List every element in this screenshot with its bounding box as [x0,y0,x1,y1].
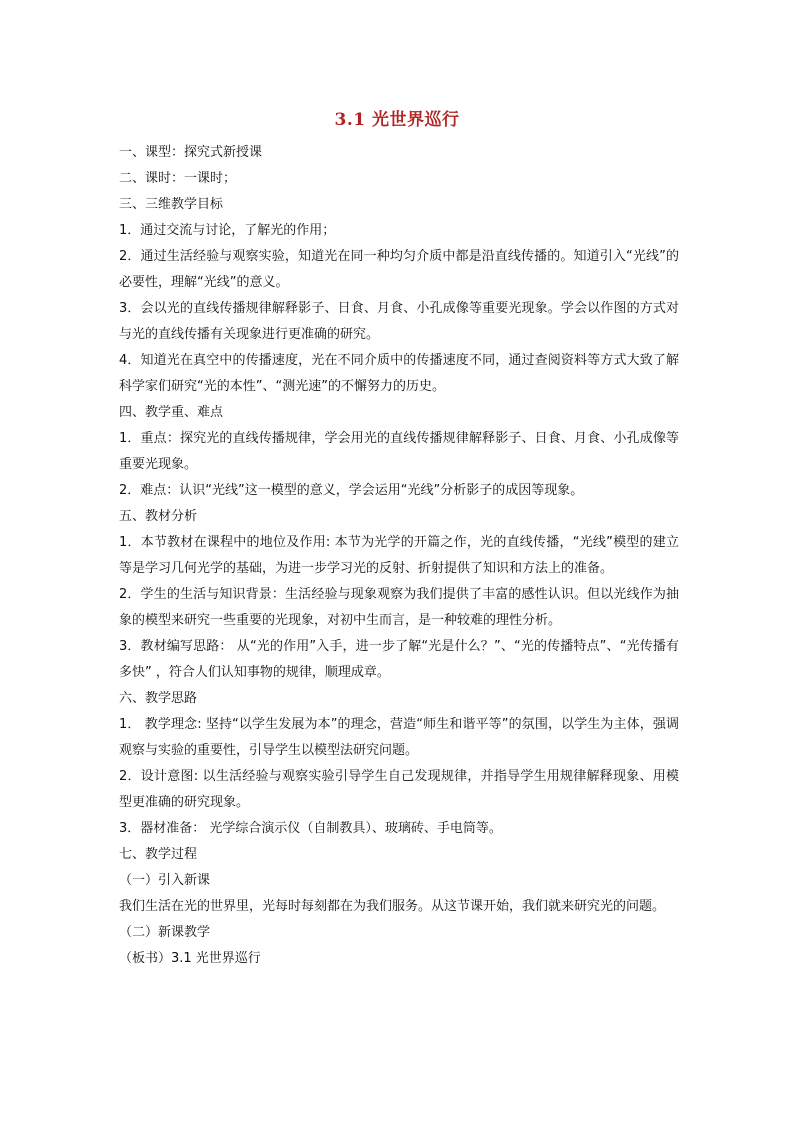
paragraph-objective-1: 1．通过交流与讨论，了解光的作用； [119,223,336,238]
paragraph-objective-3: 3．会以光的直线传播规律解释影子、日食、月食、小孔成像等重要光现象。学会以作图的方式对与光的直线传播有关现象进行更准确的研究。 [119,301,679,342]
paragraph-analysis-3: 3．教材编写思路： 从“光的作用”入手，进一步了解“光是什么？”、“光的传播特点”、“光传播有多快” ，符合人们认知事物的规律，顺理成章。 [119,639,679,680]
paragraph-approach-2: 2．设计意图: 以生活经验与观察实验引导学生自己发现规律，并指导学生用规律解释现象、用模型更准确的研究现象。 [119,769,679,810]
section-heading-teaching-approach: 六、教学思路 [119,691,198,706]
section-heading-textbook-analysis: 五、教材分析 [119,509,198,524]
section-heading-key-points: 四、教学重、难点 [119,405,224,420]
document-body [119,140,679,972]
section-heading-objectives: 三、三维教学目标 [119,197,224,212]
paragraph-approach-1: 1． 教学理念: 坚持“以学生发展为本”的理念，营造“师生和谐平等”的氛围，以学生为主体，强调观察与实验的重要性，引导学生以模型法研究问题。 [119,717,679,758]
paragraph-difficulty: 2．难点：认识“光线”这一模型的意义，学会运用“光线”分析影子的成因等现象。 [119,483,584,498]
subheading-introduction: （一）引入新课 [119,873,211,888]
paragraph-board-writing: （板书）3.1 光世界巡行 [119,951,261,966]
section-heading-teaching-process: 七、教学过程 [119,847,198,862]
paragraph-introduction: 我们生活在光的世界里，光每时每刻都在为我们服务。从这节课开始，我们就来研究光的问题。 [119,899,666,914]
document-title: 3.1 光世界巡行 [334,110,460,130]
subheading-new-lesson: （二）新课教学 [119,925,211,940]
paragraph-lesson-type: 一、课型：探究式新授课 [119,145,263,160]
paragraph-objective-2: 2．通过生活经验与观察实验，知道光在同一种均匀介质中都是沿直线传播的。知道引入“光线”的必要性，理解“光线”的意义。 [119,249,679,290]
paragraph-objective-4: 4．知道光在真空中的传播速度，光在不同介质中的传播速度不同，通过查阅资料等方式大致了解科学家们研究“光的本性”、“测光速”的不懈努力的历史。 [119,353,679,394]
paragraph-analysis-2: 2．学生的生活与知识背景：生活经验与现象观察为我们提供了丰富的感性认识。但以光线作为抽象的模型来研究一些重要的光现象，对初中生而言，是一种较难的理性分析。 [119,587,679,628]
paragraph-approach-3: 3．器材准备： 光学综合演示仪（自制教具）、玻璃砖、手电筒等。 [119,821,502,836]
paragraph-key-point: 1．重点：探究光的直线传播规律，学会用光的直线传播规律解释影子、日食、月食、小孔成像等重要光现象。 [119,431,679,472]
paragraph-class-hours: 二、课时：一课时； [119,171,237,186]
paragraph-analysis-1: 1．本节教材在课程中的地位及作用: 本节为光学的开篇之作，光的直线传播，“光线”模型的建立等是学习几何光学的基础，为进一步学习光的反射、折射提供了知识和方法上的准备。 [119,535,679,576]
